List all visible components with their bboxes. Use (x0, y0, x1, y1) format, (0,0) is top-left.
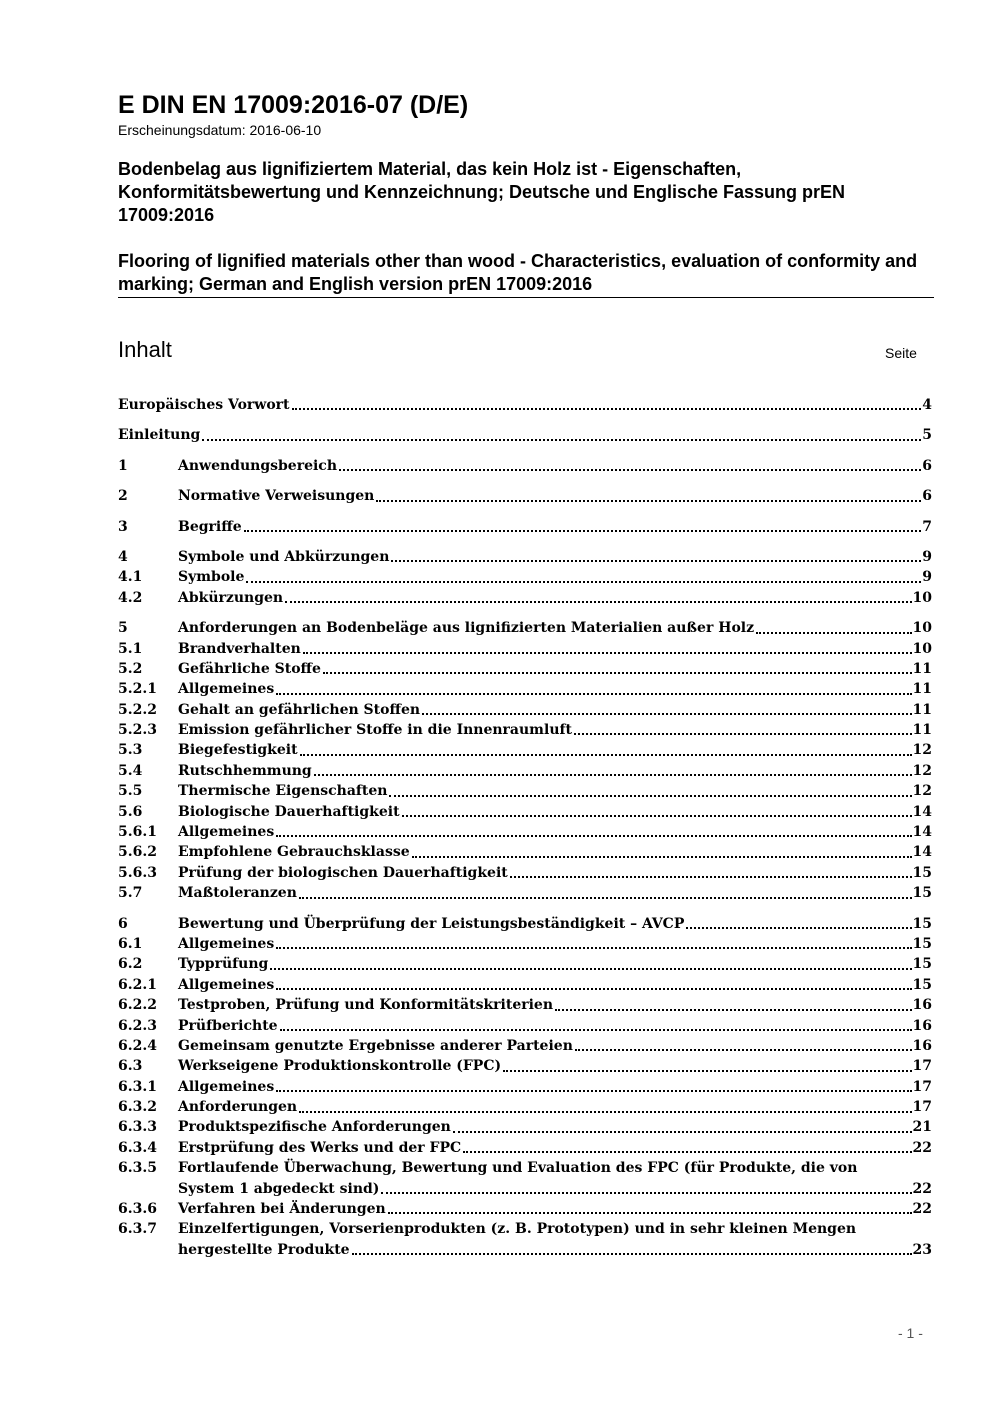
title-english: Flooring of lignified materials other than wood - Characteristics, evaluation of conformity and marking; German and English version prEN 17009:2016 (118, 251, 918, 294)
toc-entry-title: Symbole (178, 569, 245, 586)
toc-entry-page: 15 (912, 915, 932, 932)
toc-entry[interactable] (118, 639, 932, 659)
toc-entry-page: 21 (912, 1119, 932, 1136)
dot-leader (510, 876, 912, 878)
toc-entry-title-line1: Einzelfertigungen, Vorserienprodukten (z. B. Prototypen) und in sehr kleinen Mengen (178, 1221, 857, 1238)
toc-entry-title: Gemeinsam genutzte Ergebnisse anderer Parteien (178, 1037, 573, 1054)
toc-entry-number: 5.6.1 (118, 824, 157, 841)
toc-entry[interactable] (118, 720, 932, 740)
toc-entry-title: Typprüfung (178, 956, 269, 973)
toc-entry-title: Rutschhemmung (178, 762, 312, 779)
toc-entry-page: 11 (912, 722, 932, 739)
toc-entry-number: 5.6 (118, 803, 143, 820)
toc-entry-title: Verfahren bei Änderungen (178, 1201, 386, 1218)
toc-entry[interactable] (118, 659, 932, 679)
toc-entry-page: 4 (922, 396, 932, 413)
toc-entry[interactable] (118, 883, 932, 903)
toc-entry[interactable] (118, 975, 932, 995)
page-number: - 1 - (898, 1325, 923, 1341)
toc-entry-number: 1 (118, 457, 128, 474)
toc-entry-number: 6.3.1 (118, 1078, 157, 1095)
toc-entry-title: Anwendungsbereich (178, 457, 337, 474)
dot-leader (574, 733, 912, 735)
toc-entry[interactable] (118, 679, 932, 699)
toc-entry-page: 14 (912, 844, 932, 861)
toc-entry-number: 6.3.5 (118, 1160, 157, 1177)
toc-entry-page: 22 (912, 1180, 932, 1197)
toc-entry-number: 6.3.3 (118, 1119, 157, 1136)
toc-entry-title: Bewertung und Überprüfung der Leistungsbeständigkeit – AVCP (178, 915, 685, 932)
toc-entry-page: 10 (912, 640, 932, 657)
toc-entry-number: 6.3.6 (118, 1201, 157, 1218)
dot-leader (555, 1009, 911, 1011)
toc-entry-number: 5.2.2 (118, 701, 157, 718)
toc-entry-title: Thermische Eigenschaften (178, 783, 388, 800)
toc-entry-page: 22 (912, 1139, 932, 1156)
toc-entry-title: Brandverhalten (178, 640, 301, 657)
toc-entry-page: 10 (912, 620, 932, 637)
dot-leader (299, 1111, 911, 1113)
dot-leader (299, 897, 912, 899)
toc-entry-page: 12 (912, 742, 932, 759)
dot-leader (402, 815, 912, 817)
toc-entry[interactable] (118, 1077, 932, 1097)
toc-entry[interactable] (118, 995, 932, 1015)
toc-entry-page: 12 (912, 762, 932, 779)
dot-leader (276, 1090, 911, 1092)
toc-entry-title: Allgemeines (178, 976, 275, 993)
dot-leader (303, 652, 912, 654)
toc-heading: Inhalt (118, 337, 172, 362)
toc-entry-number: 5.1 (118, 640, 143, 657)
toc-entry[interactable] (118, 425, 932, 445)
toc-entry-number: 4 (118, 548, 128, 565)
toc-entry-page: 23 (912, 1241, 932, 1258)
dot-leader (381, 1192, 911, 1194)
toc-entry-number: 6.3.7 (118, 1221, 157, 1238)
toc-entry-title: Einleitung (118, 427, 201, 444)
dot-leader (686, 927, 911, 929)
toc-entry-title: Normative Verweisungen (178, 488, 375, 505)
dot-leader (391, 560, 921, 562)
dot-leader (270, 968, 911, 970)
toc-entry-title: Prüfberichte (178, 1017, 278, 1034)
toc-entry-number: 5.4 (118, 762, 143, 779)
toc-entry-page: 15 (912, 864, 932, 881)
toc-entry[interactable] (118, 954, 932, 974)
dot-leader (276, 693, 911, 695)
toc-entry-number: 6.1 (118, 935, 143, 952)
toc-entry-title: Symbole und Abkürzungen (178, 548, 390, 565)
toc-entry-number: 5.3 (118, 742, 143, 759)
toc-entry-number: 5.2.1 (118, 681, 157, 698)
toc-entry[interactable] (118, 822, 932, 842)
toc-entry-number: 4.1 (118, 569, 143, 586)
toc-entry[interactable] (118, 1138, 932, 1158)
page-column-label: Seite (885, 345, 917, 361)
toc-entry-number: 6.2.3 (118, 1017, 157, 1034)
toc-entry-page: 11 (912, 681, 932, 698)
toc-entry-page: 6 (922, 457, 932, 474)
toc-entry-page: 17 (912, 1078, 932, 1095)
toc-entry-page: 11 (912, 660, 932, 677)
toc-entry-page: 17 (912, 1058, 932, 1075)
toc-entry-number: 6.2 (118, 956, 143, 973)
toc-entry-title: Gehalt an gefährlichen Stoffen (178, 701, 421, 718)
toc-entry[interactable] (118, 700, 932, 720)
title-german: Bodenbelag aus lignifiziertem Material, das kein Holz ist - Eigenschaften, Konformitätsbewertung und Kennzeichnung; Deutsche und Englische Fassung prEN 17009:2016 (118, 159, 846, 225)
toc-entry-page: 7 (922, 518, 932, 535)
toc-entry[interactable] (118, 1016, 932, 1036)
toc-entry-title: Gefährliche Stoffe (178, 660, 321, 677)
toc-entry-number: 5.7 (118, 885, 143, 902)
toc-entry-title: Testproben, Prüfung und Konformitätskriterien (178, 997, 554, 1014)
toc-entry-title: Abkürzungen (178, 589, 284, 606)
toc-entry[interactable] (118, 486, 932, 506)
toc-entry[interactable] (118, 547, 932, 567)
toc-entry-number: 6.3.2 (118, 1099, 157, 1116)
dot-leader (352, 1253, 912, 1255)
toc-entry-number: 6.3.4 (118, 1139, 157, 1156)
toc-entry-page: 17 (912, 1099, 932, 1116)
dot-leader (323, 672, 912, 674)
toc-entry-title: Werkseigene Produktionskontrolle (FPC) (178, 1058, 502, 1075)
dot-leader (244, 530, 922, 532)
toc-entry[interactable] (118, 395, 932, 415)
toc-entry-page: 10 (912, 589, 932, 606)
toc-entry-number: 6.3 (118, 1058, 143, 1075)
toc-entry-page: 16 (912, 997, 932, 1014)
toc-entry[interactable] (118, 588, 932, 608)
table-of-contents (118, 395, 932, 1260)
toc-entry[interactable] (118, 456, 932, 476)
toc-entry-title: Empfohlene Gebrauchsklasse (178, 844, 410, 861)
toc-entry-page: 16 (912, 1017, 932, 1034)
dot-leader (756, 632, 911, 634)
dot-leader (575, 1049, 912, 1051)
toc-entry-number: 6 (118, 915, 128, 932)
toc-entry-page: 16 (912, 1037, 932, 1054)
dot-leader (276, 988, 911, 990)
dot-leader (339, 469, 921, 471)
toc-entry-page: 15 (912, 885, 932, 902)
toc-entry-page: 15 (912, 956, 932, 973)
toc-entry-number: 5.2 (118, 660, 143, 677)
toc-entry-number: 6.2.4 (118, 1037, 157, 1054)
dot-leader (388, 1212, 912, 1214)
toc-entry-number: 6.2.2 (118, 997, 157, 1014)
dot-leader (463, 1151, 911, 1153)
toc-entry-title: Begriffe (178, 518, 242, 535)
toc-entry[interactable] (118, 802, 932, 822)
document-title: E DIN EN 17009:2016-07 (D/E) (118, 91, 469, 119)
toc-entry-title: Allgemeines (178, 824, 275, 841)
dot-leader (246, 581, 921, 583)
toc-entry-title: Produktspezifische Anforderungen (178, 1119, 451, 1136)
toc-entry[interactable] (118, 934, 932, 954)
toc-entry-number: 5.2.3 (118, 722, 157, 739)
toc-entry-title: Prüfung der biologischen Dauerhaftigkeit (178, 864, 508, 881)
toc-entry[interactable] (118, 1219, 932, 1260)
toc-entry[interactable] (118, 761, 932, 781)
toc-entry[interactable] (118, 1199, 932, 1219)
toc-entry[interactable] (118, 863, 932, 883)
toc-entry[interactable] (118, 842, 932, 862)
dot-leader (292, 408, 922, 410)
toc-entry-title: hergestellte Produkte (178, 1241, 350, 1258)
toc-entry-page: 6 (922, 488, 932, 505)
toc-entry[interactable] (118, 781, 932, 801)
toc-entry-number: 5.5 (118, 783, 143, 800)
toc-entry[interactable] (118, 914, 932, 934)
toc-entry[interactable] (118, 517, 932, 537)
toc-entry-number: 3 (118, 518, 128, 535)
toc-entry-title: Allgemeines (178, 681, 275, 698)
toc-entry-title: Allgemeines (178, 1078, 275, 1095)
dot-leader (389, 795, 911, 797)
toc-entry-page: 9 (922, 548, 932, 565)
toc-entry-page: 14 (912, 824, 932, 841)
dot-leader (376, 500, 921, 502)
dot-leader (314, 774, 912, 776)
toc-entry-page: 11 (912, 701, 932, 718)
toc-entry-page: 22 (912, 1201, 932, 1218)
toc-entry-title: Allgemeines (178, 935, 275, 952)
dot-leader (503, 1070, 911, 1072)
toc-entry[interactable] (118, 1118, 932, 1138)
toc-entry[interactable] (118, 567, 932, 587)
dot-leader (276, 835, 911, 837)
toc-entry-page: 15 (912, 976, 932, 993)
toc-entry-title: Europäisches Vorwort (118, 396, 290, 413)
dot-leader (202, 439, 921, 441)
dot-leader (412, 856, 912, 858)
toc-entry[interactable] (118, 740, 932, 760)
toc-entry-title: Anforderungen (178, 1099, 298, 1116)
toc-entry-title: Biologische Dauerhaftigkeit (178, 803, 400, 820)
toc-entry-title: System 1 abgedeckt sind) (178, 1180, 380, 1197)
toc-entry-page: 15 (912, 935, 932, 952)
toc-entry-title: Biegefestigkeit (178, 742, 298, 759)
toc-entry-page: 14 (912, 803, 932, 820)
toc-entry[interactable] (118, 1056, 932, 1076)
dot-leader (285, 601, 911, 603)
toc-entry-number: 4.2 (118, 589, 143, 606)
toc-entry-title: Maßtoleranzen (178, 885, 297, 902)
toc-entry-page: 5 (922, 427, 932, 444)
dot-leader (300, 754, 912, 756)
dot-leader (422, 713, 911, 715)
toc-entry-title: Anforderungen an Bodenbeläge aus lignifizierten Materialien außer Holz (178, 620, 755, 637)
toc-entry-title-line1: Fortlaufende Überwachung, Bewertung und Evaluation des FPC (für Produkte, die von (178, 1160, 858, 1177)
toc-entry-title: Erstprüfung des Werks und der FPC (178, 1139, 462, 1156)
toc-entry[interactable] (118, 1158, 932, 1199)
publication-date: Erscheinungsdatum: 2016-06-10 (118, 122, 322, 138)
toc-entry-number: 5.6.3 (118, 864, 157, 881)
toc-entry-title: Emission gefährlicher Stoffe in die Innenraumluft (178, 722, 572, 739)
toc-entry-page: 9 (922, 569, 932, 586)
toc-entry-number: 5.6.2 (118, 844, 157, 861)
toc-entry[interactable] (118, 1036, 932, 1056)
toc-entry-number: 2 (118, 488, 128, 505)
title-divider (118, 297, 934, 298)
toc-entry[interactable] (118, 1097, 932, 1117)
dot-leader (276, 947, 911, 949)
dot-leader (453, 1131, 912, 1133)
toc-entry-number: 5 (118, 620, 128, 637)
toc-entry-page: 12 (912, 783, 932, 800)
toc-entry[interactable] (118, 618, 932, 638)
toc-entry-number: 6.2.1 (118, 976, 157, 993)
dot-leader (280, 1029, 912, 1031)
